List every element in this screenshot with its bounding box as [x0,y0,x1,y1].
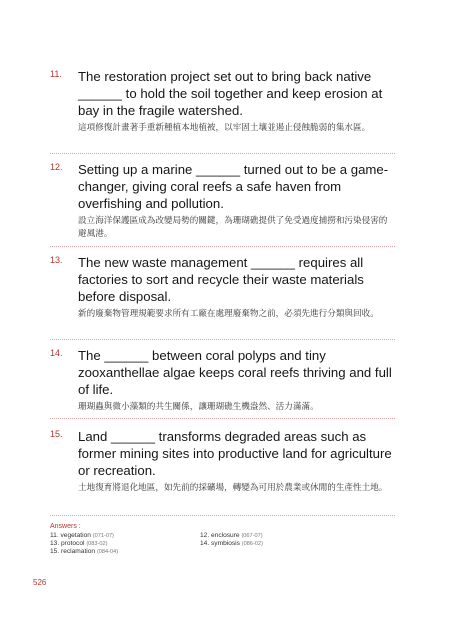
question-number: 15. [50,429,63,439]
answer-key-heading: Answers : [50,523,81,530]
question-number: 11. [50,69,62,79]
question-sentence: The restoration project set out to bring back native ______ to hold the soil together and keep erosion at bay in the fragile watershed. [78,69,383,118]
answer-item: 12. enclosure (067-07) [200,532,263,539]
question-translation: 新的廢棄物管理規範要求所有工廠在處理廢棄物之前，必須先進行分類與回收。 [78,308,379,318]
question-14 [50,347,395,413]
answer-item: 11. vegetation (071-07) [50,532,114,539]
answer-item: 15. reclamation (084-04) [50,548,119,555]
question-number: 12. [50,162,63,172]
question-number: 13. [50,255,63,265]
question-sentence: Setting up a marine ______ turned out to be a game-changer, giving coral reefs a safe haven from overfishing and pollution. [78,162,389,211]
question-sentence: The new waste management ______ requires all factories to sort and recycle their waste materials before disposal. [78,255,364,304]
question-sentence: Land ______ transforms degraded areas such as former mining sites into productive land for agriculture or recreation. [78,429,392,478]
question-divider [50,246,395,247]
page-number: 526 [33,578,47,587]
question-11 [50,68,395,134]
question-number: 14. [50,348,63,358]
question-translation: 這項修復計畫著手重新種植本地植被，以牢固土壤並遏止侵蝕脆弱的集水區。 [78,122,371,132]
answer-key [50,523,395,555]
question-15 [50,428,395,494]
question-translation: 設立海洋保護區成為改變局勢的關鍵，為珊瑚礁提供了免受過度捕撈和污染侵害的避風港。 [78,215,388,238]
question-translation: 土地復育將退化地區，如先前的採礦場，轉變為可用於農業或休閒的生產性土地。 [78,482,388,492]
answer-key-grid [50,532,395,555]
question-translation: 珊瑚蟲與微小藻類的共生關係，讓珊瑚礁生機盎然、活力滿滿。 [78,401,319,411]
question-divider [50,339,395,340]
question-sentence: The ______ between coral polyps and tiny zooxanthellae algae keeps coral reefs thriving and full of life. [78,348,392,397]
question-divider [50,418,395,419]
answer-item: 13. protocol (083-02) [50,540,108,547]
answer-item: 14. symbiosis (086-02) [200,540,263,547]
question-13 [50,254,395,320]
answers-divider [50,515,395,516]
question-12 [50,161,395,240]
question-divider [50,153,395,154]
